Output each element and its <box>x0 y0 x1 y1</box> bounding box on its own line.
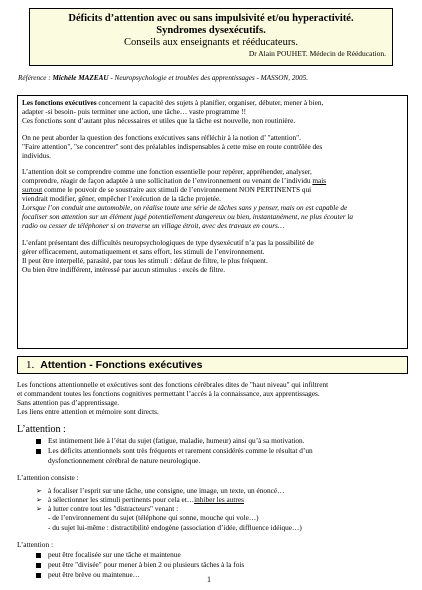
intro-box <box>17 95 408 349</box>
intro-p4-l2: gérer efficacement, automatiquement et sans effort, les stimuli de l’environnement. <box>22 246 265 256</box>
consiste-text: à lutter contre tout les "distracteurs" venant : <box>48 503 179 513</box>
section-1-body <box>17 381 409 417</box>
check-arrow-icon: ➢ <box>36 487 42 495</box>
intro-p2-l2: "Faire attention", "se concentrer" sont des préalables indispensables à cette mise en route contrôlée des <box>22 141 323 151</box>
intro-p2-l3: individus. <box>22 150 51 160</box>
section-1-title: Attention - Fonctions exécutives <box>40 359 203 371</box>
intro-p3-l4: viendrait modifier, gêner, empêcher l’exécution de la tâche projetée. <box>22 194 221 204</box>
intro-p1-l3: Ces fonctions sont d’autant plus nécessaires et utiles que la tâche est nouvelle, non routinière. <box>22 115 296 125</box>
reference-prefix: Référence : <box>18 74 53 82</box>
distracteur-self: - du sujet lui-même : distractibilité endogène (association d’idée, diffluence idéique…) <box>48 523 302 532</box>
consiste-list <box>36 487 408 514</box>
list-item-continuation <box>36 457 408 466</box>
bullet-text: peut être focalisée sur une tâche et maintenue <box>48 550 181 559</box>
intro-example-l1: Lorsque l’on conduit une automobile, on réalise toute une série de tâches sans y penser, mais on est capable de <box>22 203 348 213</box>
attention-heading: L’attention : <box>17 424 66 435</box>
intro-p1-l2: adapter -si besoin- puis terminer une action, une tâche… vaste programme !! <box>22 106 247 116</box>
bullet-text: Les déficits attentionnels sont très fréquents et rarement considérés comme le résultat d’un <box>48 445 313 455</box>
consiste-heading: L’attention consiste : <box>17 473 79 482</box>
list-item <box>36 571 408 581</box>
distracteur-environment: - de l’environnement du sujet (téléphone qui sonne, mouche qui vole…) <box>48 513 259 522</box>
check-arrow-icon: ➢ <box>36 495 42 504</box>
intro-p3-underline-surtout: surtout <box>22 185 43 195</box>
title-author: Dr Alain POUHET. Médecin de Rééducation. <box>248 49 386 58</box>
intro-p3-l1: L’attention doit se comprendre comme une fonction essentielle pour repérer, appréhender, analyser, <box>22 167 312 177</box>
body-l3: Sans attention pas d’apprentissage. <box>17 397 120 407</box>
bullet-text: peut être "divisée" pour mener à bien 2 ou plusieurs tâches à la fois <box>48 559 245 569</box>
square-bullet-icon <box>36 573 41 578</box>
body-l4: Les liens entre attention et mémoire sont directs. <box>17 406 159 416</box>
square-bullet-icon <box>36 553 41 558</box>
reference-rest: - Neuropsychologie et troubles des apprentissages - MASSON, 2005. <box>108 74 308 82</box>
intro-p1-text: concernent la capacité des sujets à planifier, organiser, débuter, mener à bien, <box>96 98 324 107</box>
title-line-2: Syndromes dysexécutifs. <box>156 25 266 36</box>
intro-p3-l3-text: comme le pouvoir de se soustraire aux stimuli de l’environnement NON PERTINENTS qui <box>42 185 312 195</box>
attention2-heading: L’attention : <box>17 540 54 549</box>
check-arrow-icon: ➢ <box>36 504 42 513</box>
intro-p4-l1: L’enfant présentant des difficultés neuropsychologiques de type dysexécutif n’a pas la possibilité de <box>22 237 314 247</box>
intro-p4-l4: Ou bien être indifférent, intéressé par aucun stimulus : excès de filtre. <box>22 264 226 274</box>
section-1-number: 1. <box>26 359 35 371</box>
body-l1: Les fonctions attentionnelle et exécutives sont des fonctions cérébrales dites de "haut niveau" qui infiltrent <box>17 380 329 389</box>
intro-p3-underline-mais: mais <box>312 176 327 186</box>
intro-example-l3: radio ou cesser de téléphoner si on traverse un village étroit, avec des travaux en cours… <box>22 220 285 230</box>
page-number: 1 <box>207 575 211 584</box>
consiste-text: à focaliser l’esprit sur une tâche, une consigne, une image, un texte, un énoncé… <box>48 486 285 495</box>
intro-p3-l2-text: comprendre, réagir de façon adaptée à une sollicitation de l’environnement ou venant de l’individu <box>22 176 313 186</box>
intro-p1-bold: Les fonctions exécutives <box>22 98 97 107</box>
attention2-bullet-list <box>36 551 408 581</box>
reference-line <box>18 74 308 82</box>
reference-author: Michèle MAZEAU <box>52 74 109 82</box>
title-box <box>29 8 393 66</box>
bullet-text: Est intimement liée à l’état du sujet (fatigue, maladie, humeur) ainsi qu’à sa motivation. <box>48 436 305 445</box>
section-1-heading <box>17 356 408 374</box>
intro-example-l2: focaliser son attention sur un élément jugé potentiellement dangereux ou bien, instantanément, ne plus écouter la <box>22 211 354 221</box>
intro-p4-l3: Il peut être interpellé, parasité, par tous les stimuli : défaut de filtre, le plus fréquent. <box>22 255 268 265</box>
consiste-underlined-text: inhiber les autres <box>194 494 244 504</box>
body-l2: et commandent toutes les fonctions cognitives permettant l’accès à la connaissance, aux apprentissages. <box>17 388 320 398</box>
intro-p2-l1: On ne peut aborder la question des fonctions exécutives sans réfléchir à la notion d’ "attention". <box>22 132 301 142</box>
bullet-text: peut être brève ou maintenue… <box>48 569 140 579</box>
consiste-text: à sélectionner les stimuli pertinents pour cela et… <box>48 494 195 504</box>
bullet-text: dysfonctionnement cérébral de nature neurologique. <box>48 455 201 465</box>
title-line-3: Conseils aux enseignants et rééducateurs. <box>123 37 299 48</box>
attention-bullet-list <box>36 437 408 466</box>
square-bullet-icon <box>36 439 41 444</box>
square-bullet-icon <box>36 449 41 454</box>
square-bullet-icon <box>36 563 41 568</box>
title-line-1: Déficits d’attention avec ou sans impulsivité et/ou hyperactivité. <box>68 13 354 24</box>
